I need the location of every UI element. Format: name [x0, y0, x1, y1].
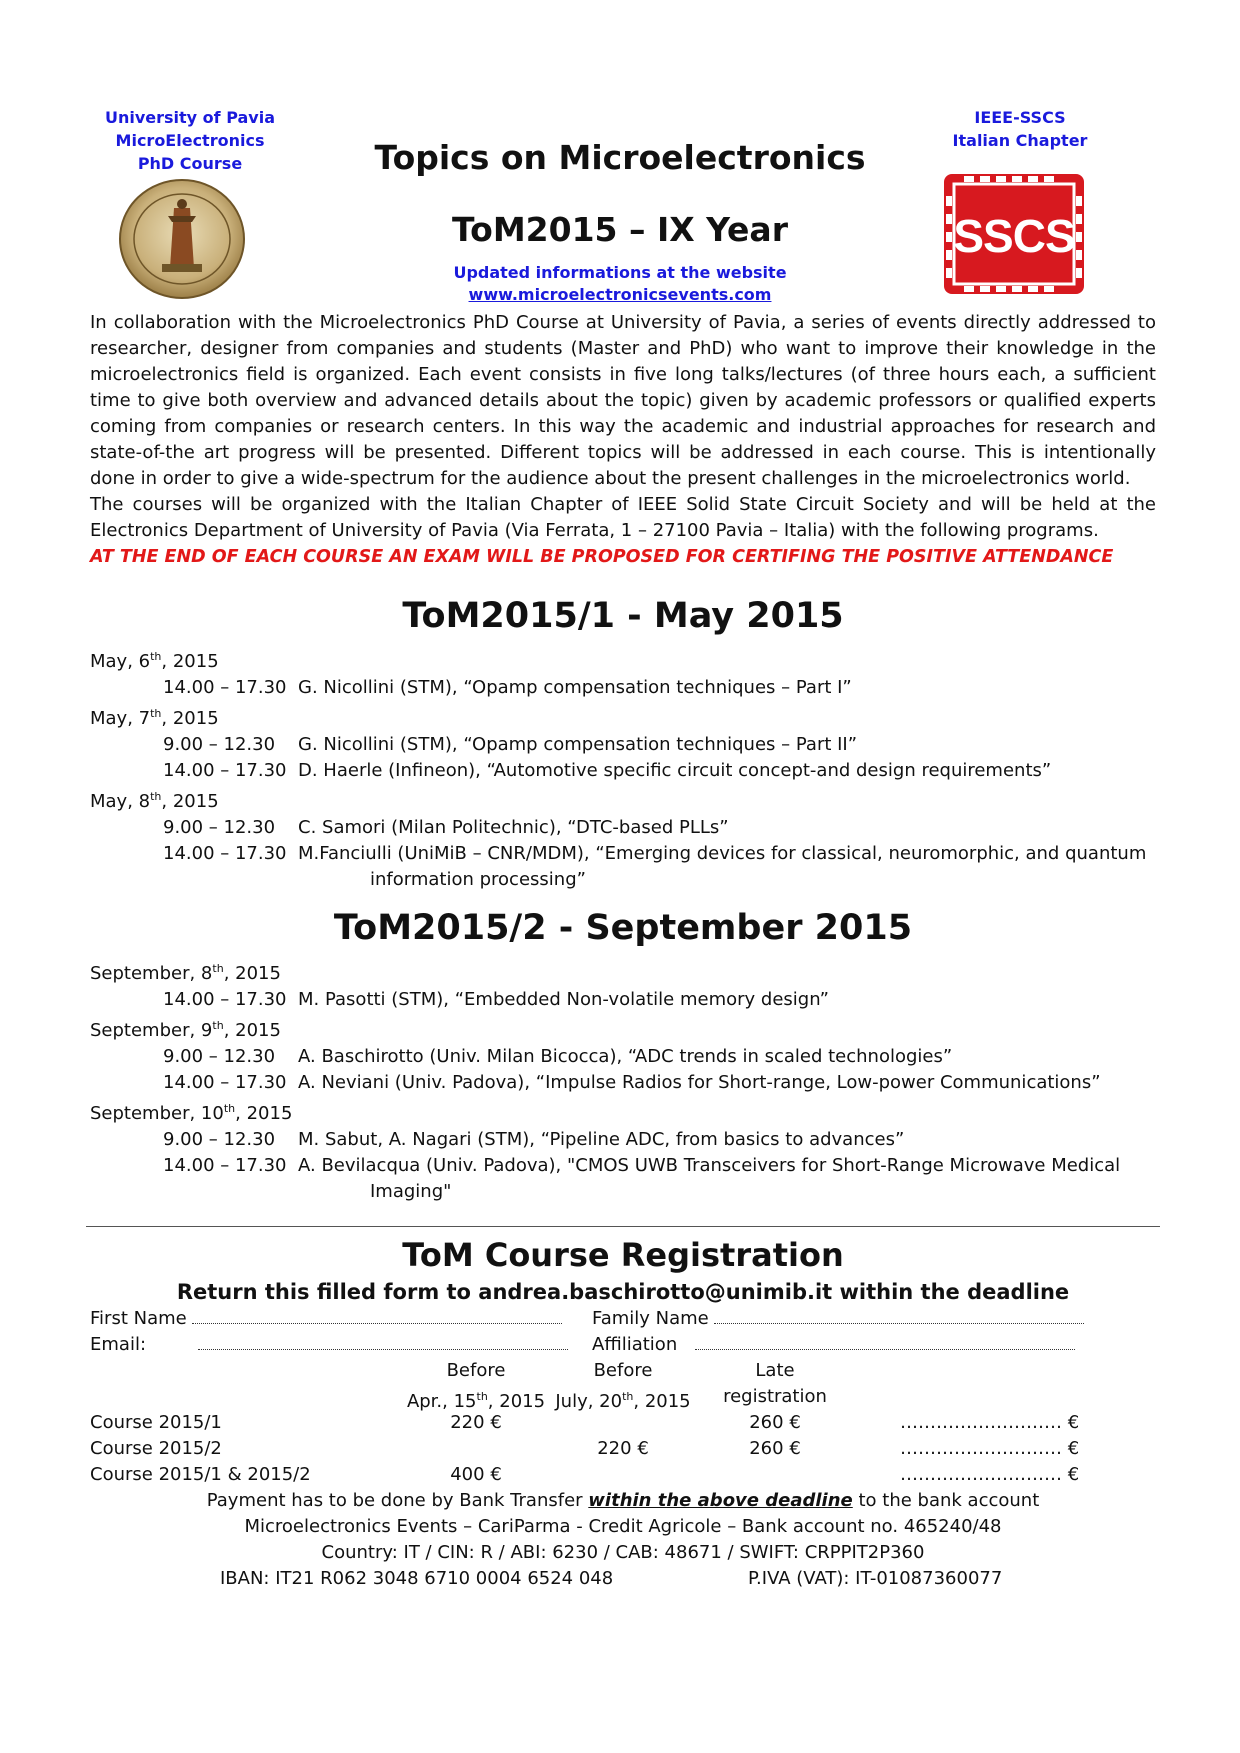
price-before: 220 €: [597, 1438, 649, 1459]
university-seal-icon: [118, 178, 246, 300]
course-1-title: ToM2015/1 - May 2015: [402, 596, 844, 636]
col-before-date: July, 20th, 2015: [555, 1390, 691, 1412]
col-early-label: Before: [446, 1360, 506, 1381]
university-header: [60, 106, 320, 175]
slot-description: M. Sabut, A. Nagari (STM), “Pipeline ADC, from basics to advances”: [298, 1129, 905, 1150]
ieee-sscs-label: IEEE-SSCS: [974, 108, 1066, 127]
university-name: University of Pavia: [104, 108, 276, 127]
slot-description-continued: Imaging": [370, 1181, 452, 1202]
website-link[interactable]: www.microelectronicsevents.com: [468, 285, 772, 304]
bank-account: Microelectronics Events – CariParma - Credit Agricole – Bank account no. 465240/48: [244, 1516, 1002, 1537]
slot-time: 14.00 – 17.30: [163, 843, 287, 864]
schedule-day: May, 6th, 2015: [90, 650, 219, 672]
course-label: Course 2015/1: [90, 1412, 222, 1433]
slot-description: A. Baschirotto (Univ. Milan Bicocca), “ADC trends in scaled technologies”: [298, 1046, 953, 1067]
course-2-title: ToM2015/2 - September 2015: [333, 908, 913, 948]
slot-description: A. Bevilacqua (Univ. Padova), "CMOS UWB Transceivers for Short-Range Microwave Medical: [298, 1155, 1121, 1176]
total-blank[interactable]: ……………………… €: [900, 1412, 1080, 1433]
schedule-day: May, 7th, 2015: [90, 707, 219, 729]
col-late-label: Late: [755, 1360, 795, 1381]
department-name: MicroElectronics: [115, 131, 265, 150]
slot-description: C. Samori (Milan Politechnic), “DTC-based PLLs”: [298, 817, 729, 838]
page-subtitle: ToM2015 – IX Year: [452, 210, 788, 249]
first-name-blank[interactable]: [192, 1307, 562, 1324]
schedule-slot: [90, 758, 1156, 784]
payment-block: [90, 1488, 1156, 1566]
total-blank[interactable]: ……………………… €: [900, 1464, 1080, 1485]
family-name-label: Family Name: [592, 1308, 709, 1329]
schedule-slot: [90, 675, 1156, 701]
first-name-label: First Name: [90, 1308, 187, 1329]
affiliation-field[interactable]: [592, 1332, 1075, 1358]
schedule-slot: [90, 1070, 1156, 1096]
slot-description: M. Pasotti (STM), “Embedded Non-volatile memory design”: [298, 989, 829, 1010]
course-label: Course 2015/1 & 2015/2: [90, 1464, 311, 1485]
slot-time: 14.00 – 17.30: [163, 1072, 287, 1093]
slot-time: 9.00 – 12.30: [163, 817, 276, 838]
bank-codes: Country: IT / CIN: R / ABI: 6230 / CAB: 48671 / SWIFT: CRPPIT2P360: [321, 1542, 925, 1563]
sscs-logo-text: SSCS: [953, 210, 1075, 262]
intro-text: [90, 310, 1156, 570]
intro-paragraph-2: The courses will be organized with the Italian Chapter of IEEE Solid State Circuit Society and will be held at the Electronics Department of University of Pavia (Via Ferrata, 1 – 27100 Pavia – Italia) with the following programs.: [90, 494, 1156, 541]
schedule-day: September, 10th, 2015: [90, 1102, 293, 1124]
vat-number: P.IVA (VAT): IT-01087360077: [748, 1568, 1003, 1589]
affiliation-blank[interactable]: [695, 1333, 1075, 1350]
col-early-date: Apr., 15th, 2015: [406, 1390, 546, 1412]
ieee-header: [920, 106, 1120, 152]
col-late-sub: registration: [723, 1386, 827, 1407]
slot-description: G. Nicollini (STM), “Opamp compensation techniques – Part I”: [298, 677, 852, 698]
col-before-header: [548, 1358, 698, 1415]
email-field[interactable]: [90, 1332, 568, 1358]
slot-description: M.Fanciulli (UniMiB – CNR/MDM), “Emerging devices for classical, neuromorphic, and quantum: [298, 843, 1147, 864]
exam-notice: AT THE END OF EACH COURSE AN EXAM WILL BE PROPOSED FOR CERTIFING THE POSITIVE ATTENDANCE: [90, 547, 1114, 567]
slot-time: 9.00 – 12.30: [163, 734, 276, 755]
schedule-slot: [90, 732, 1156, 758]
website-block: [300, 262, 940, 306]
italian-chapter-label: Italian Chapter: [952, 131, 1088, 150]
total-blank[interactable]: ……………………… €: [900, 1438, 1080, 1459]
registration-title: ToM Course Registration: [402, 1236, 844, 1274]
price-early: 220 €: [450, 1412, 502, 1433]
price-late: 260 €: [749, 1438, 801, 1459]
course-name: PhD Course: [137, 154, 243, 173]
slot-description: G. Nicollini (STM), “Opamp compensation techniques – Part II”: [298, 734, 858, 755]
schedule-day: September, 8th, 2015: [90, 962, 281, 984]
schedule-slot: [90, 1153, 1156, 1179]
course-1-schedule: [90, 644, 1156, 893]
course-label: Course 2015/2: [90, 1438, 222, 1459]
slot-time: 14.00 – 17.30: [163, 989, 287, 1010]
price-late: 260 €: [749, 1412, 801, 1433]
slot-time: 9.00 – 12.30: [163, 1129, 276, 1150]
affiliation-label: Affiliation: [592, 1334, 678, 1355]
schedule-slot: [90, 1127, 1156, 1153]
price-early: 400 €: [450, 1464, 502, 1485]
slot-description-continued: information processing”: [370, 869, 586, 890]
intro-paragraph-1: In collaboration with the Microelectronics PhD Course at University of Pavia, a series of events directly addressed to researcher, designer from companies and students (Master and PhD) who want to improve their knowledge in the microelectronics field is organized. Each event consists in five long talks/lectures (of three hours each, a sufficient time to give both overview and advanced details about the topic) given by academic professors or qualified experts coming from companies or research centers. In this way the academic and industrial approaches for research and state-of-the art progress will be presented. Different topics will be addressed in each course. This is intentionally done in order to give a wide-spectrum for the audience about the present challenges in the microelectronics world.: [90, 312, 1156, 489]
family-name-blank[interactable]: [714, 1307, 1084, 1324]
schedule-slot: [90, 815, 1156, 841]
iban: IBAN: IT21 R062 3048 6710 0004 6524 048: [220, 1568, 614, 1589]
page-title: Topics on Microelectronics: [374, 138, 866, 177]
course-2-schedule: [90, 956, 1156, 1205]
registration-subtitle: Return this filled form to andrea.baschirotto@unimib.it within the deadline: [176, 1280, 1070, 1304]
schedule-slot: [90, 987, 1156, 1013]
schedule-slot: [90, 1044, 1156, 1070]
schedule-day: May, 8th, 2015: [90, 790, 219, 812]
slot-time: 14.00 – 17.30: [163, 760, 287, 781]
col-late-header: [700, 1358, 850, 1410]
schedule-day: September, 9th, 2015: [90, 1019, 281, 1041]
email-label: Email:: [90, 1334, 147, 1355]
payment-instruction: Payment has to be done by Bank Transfer within the above deadline to the bank account: [206, 1490, 1040, 1511]
slot-time: 14.00 – 17.30: [163, 677, 287, 698]
schedule-slot: [90, 841, 1156, 867]
sscs-logo-icon: [944, 174, 1084, 294]
slot-description: A. Neviani (Univ. Padova), “Impulse Radios for Short-range, Low-power Communications”: [298, 1072, 1101, 1093]
slot-description: D. Haerle (Infineon), “Automotive specific circuit concept-and design requirements”: [298, 760, 1052, 781]
first-name-field[interactable]: [90, 1306, 562, 1332]
updated-info: Updated informations at the website: [453, 263, 787, 282]
col-before-label: Before: [593, 1360, 653, 1381]
col-early-header: [396, 1358, 556, 1415]
slot-time: 14.00 – 17.30: [163, 1155, 287, 1176]
email-blank[interactable]: [198, 1333, 568, 1350]
divider: [86, 1226, 1160, 1227]
family-name-field[interactable]: [592, 1306, 1084, 1332]
slot-time: 9.00 – 12.30: [163, 1046, 276, 1067]
